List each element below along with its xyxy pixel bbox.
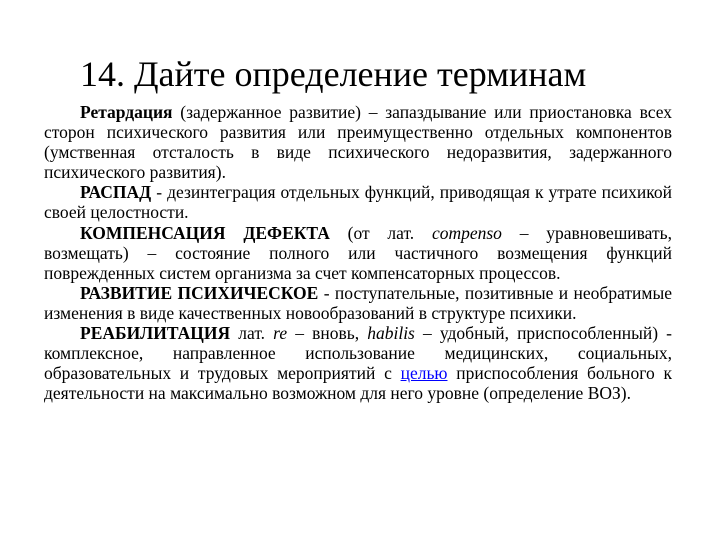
slide-body xyxy=(44,102,672,403)
definition-text-compensation-before: (от лат. xyxy=(329,222,432,243)
definition-text-decay: - дезинтеграция отдельных функций, приводящая к утрате психикой своей целостности. xyxy=(44,182,672,223)
term-development: РАЗВИТИЕ ПСИХИЧЕСКОЕ xyxy=(80,282,319,303)
term-rehabilitation: РЕАБИЛИТАЦИЯ xyxy=(80,323,231,344)
definition-text-rehabilitation-3: – удобный, приспособленный) - комплексное, направленное использование медицинских, социальных, образовательных и трудовых мероприятий с xyxy=(44,323,672,384)
definition-retardation xyxy=(44,102,672,182)
definition-text-compensation-after: – уравновешивать, возмещать) – состояние полного или частичного возмещения функций поврежденных систем организма за счет компенсаторных процессов. xyxy=(44,222,673,283)
term-decay: РАСПАД xyxy=(80,182,152,203)
link-goal[interactable]: целью xyxy=(400,363,448,384)
definition-text-retardation: (задержанное развитие) – запаздывание или приостановка всех сторон психического развития или преимущественно отдельных компонентов (умственная отсталость в виде психического недоразвития, задержанного психического развития). xyxy=(44,102,672,183)
slide-title: 14. Дайте определение терминам xyxy=(80,54,587,94)
definition-text-rehabilitation-4: приспособления больного к деятельности на максимально возможном для него уровне (определение ВОЗ). xyxy=(44,363,673,404)
definition-text-rehabilitation-1: лат. xyxy=(230,323,274,344)
term-compensation: КОМПЕНСАЦИЯ ДЕФЕКТА xyxy=(80,222,330,243)
latin-word-re: re xyxy=(273,323,288,344)
definition-text-development: - поступательные, позитивные и необратимые изменения в виде качественных новообразований в структуре психики. xyxy=(44,282,673,323)
definition-text-rehabilitation-2: – вновь, xyxy=(287,323,368,344)
term-retardation: Ретардация xyxy=(80,102,173,122)
latin-word-compenso: compenso xyxy=(431,222,502,243)
definition-rehabilitation xyxy=(44,323,672,403)
latin-word-habilis: habilis xyxy=(367,323,415,344)
definition-compensation xyxy=(44,223,672,283)
definition-development xyxy=(44,283,672,323)
definition-decay xyxy=(44,182,672,222)
